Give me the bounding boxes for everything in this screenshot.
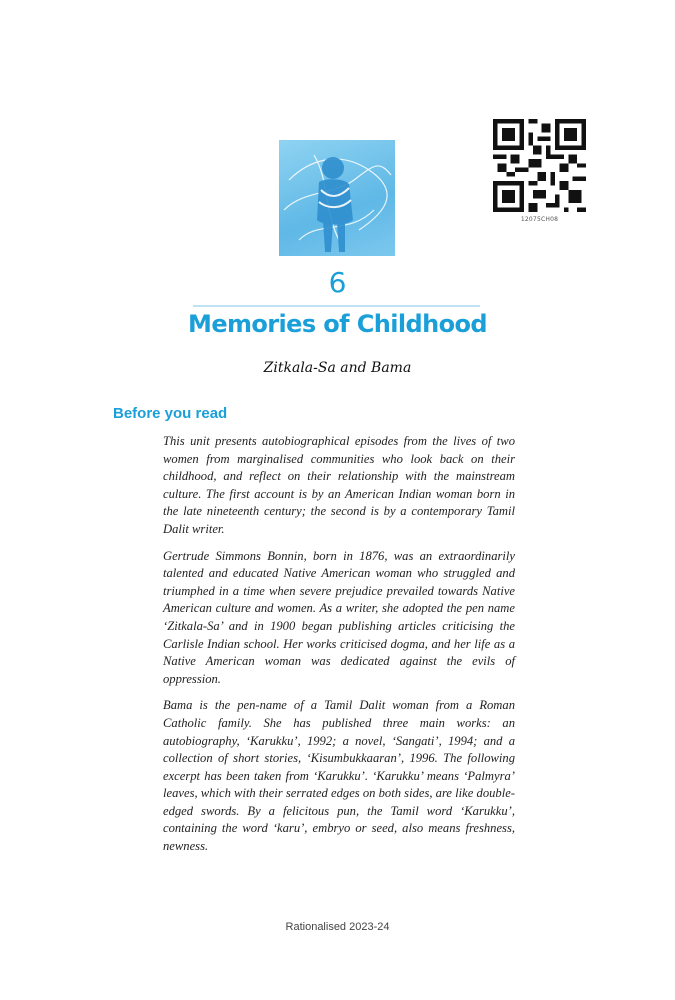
qr-code-icon — [493, 119, 586, 212]
paragraph-bama: Bama is the pen-name of a Tamil Dalit woman from a Roman Catholic family. She has published three main works: an autobiography, ‘Karukku’, 1992; a novel, ‘Sangati’, 1994; and a collection of short stories, ‘Kisumbukkaaran’, 1996. The following excerpt has been taken from ‘Karukku’. ‘Karukku’ means ‘Palmyra’ leaves, which with their serrated edges on both sides, are like double-edged swords. By a felicitous pun, the Tamil word ‘Karukku’, containing the word ‘karu’, embryo or seed, also means freshness, newness. — [163, 698, 515, 854]
qr-code — [493, 119, 586, 212]
chapter-authors: Zitkala-Sa and Bama — [263, 360, 412, 376]
chapter-number: 6 — [328, 266, 347, 299]
paragraph-intro: This unit presents autobiographical episodes from the lives of two women from marginalised communities who look back on their childhood, and reflect on their relationship with the mainstream culture. The first account is by an American Indian woman born in the late nineteenth century; the second is by a contemporary Tamil Dalit writer. — [163, 434, 515, 536]
section-body — [163, 433, 515, 865]
chapter-illustration — [279, 140, 395, 256]
title-divider — [193, 305, 480, 307]
page-footer: Rationalised 2023-24 — [285, 921, 390, 933]
child-figure-illustration — [279, 140, 395, 256]
chapter-title: Memories of Childhood — [188, 310, 487, 338]
paragraph-zitkala-sa: Gertrude Simmons Bonnin, born in 1876, was an extraordinarily talented and educated Native American woman who struggled and triumphed in a time when severe prejudice prevailed towards Native American culture and women. As a writer, she adopted the pen name ‘Zitkala-Sa’ and in 1900 began publishing articles criticising the Carlisle Indian school. Her works criticised dogma, and her life as a Native American woman was dedicated against the evils of oppression. — [163, 548, 515, 686]
qr-code-label: 12075CH08 — [520, 216, 559, 223]
section-heading: Before you read — [113, 405, 228, 422]
